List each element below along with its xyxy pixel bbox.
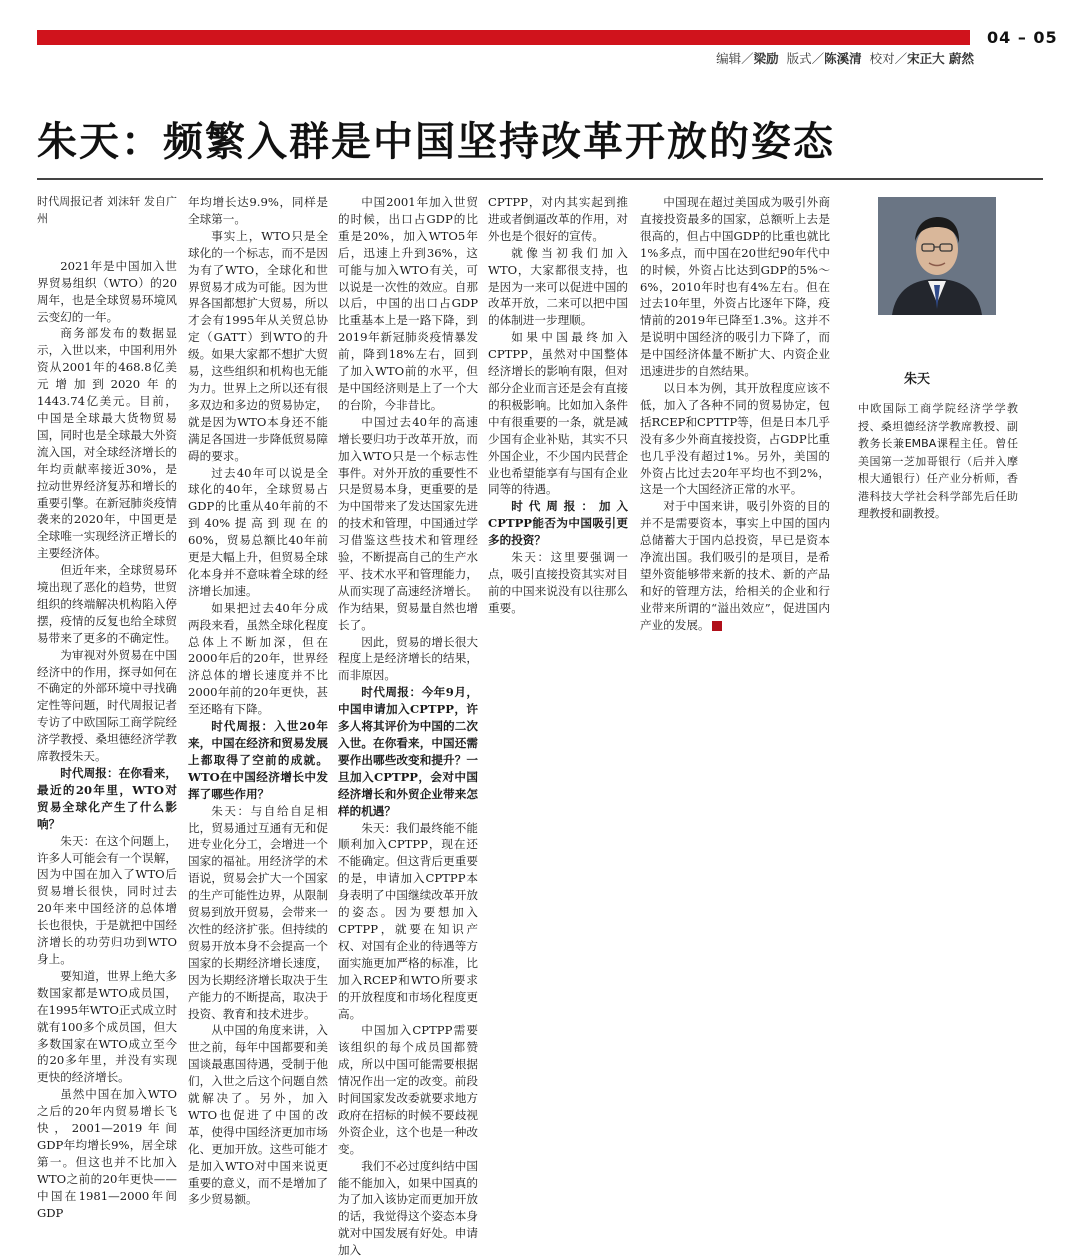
paragraph: 朱天：这里要强调一点，吸引直接投资其实对目前的中国来说没有以往那么重要。 (488, 550, 628, 615)
paragraph (640, 498, 830, 633)
editor-name: 梁励 (753, 51, 779, 66)
article-column-5 (640, 194, 830, 934)
paragraph: 事实上，WTO只是全球化的一个标志，而不是因为有了WTO，全球化和世界贸易才成为可能。因为世界各国都想扩大贸易，所以才会有1995年从关贸总协定（GATT）到WTO的升级。如果大家都不想扩大贸易，这些组织和机构也无能为力。世界上之所以还有很多双边和多边的贸易协定，就是因为WTO本身还不能满足各国进一步降低贸易障碍的要求。 (188, 228, 328, 463)
paragraph: 因此，贸易的增长很大程度上是经济增长的结果，而非原因。 (338, 634, 478, 683)
paragraph: 要知道，世界上绝大多数国家都是WTO成员国，在1995年WTO正式成立时就有100多个成员国，但大多数国家在WTO成立至今的20多年里，并没有实现更快的经济增长。 (37, 968, 177, 1085)
byline: 时代周报记者 刘沫轩 发自广州 (37, 195, 177, 225)
profile-bio: 中欧国际工商学院经济学学教授、桑坦德经济学教席教授、副教务长兼EMBA课程主任。曾任美国第一芝加哥银行（后并入摩根大通银行）任产业分析师，香港科技大学社会科学部先后任助理教授和副教授。 (858, 402, 1018, 520)
paragraph: 朱天：与自给自足相比，贸易通过互通有无和促进专业化分工，会增进一个国家的福祉。用经济学的术语说，贸易会扩大一个国家的生产可能性边界，从限制贸易到放开贸易，会带来一次性的经济扩张。但持续的贸易开放本身不会提高一个国家的长期经济增长速度，因为长期经济增长取决于生产能力的不断提高，取决于投资、教育和技术进步。 (188, 803, 328, 1021)
article-column-3 (338, 194, 478, 1258)
profile-name: 朱天 (904, 372, 931, 387)
proof-name: 宋正大 蔚然 (907, 51, 974, 66)
paragraph: 中国过去40年的高速增长要归功于改革开放，而加入WTO只是一个标志性事件。对外开放的重要性不只是贸易本身，更重要的是为中国带来了发达国家先进的技术和管理，中国通过学习借鉴这些技术和管理经验，不断提高自己的生产水平、技术水平和管理能力，从而实现了高速经济增长。作为结果，贸易量自然也增长了。 (338, 414, 478, 632)
paragraph: CPTPP，对内其实起到推进或者倒逼改革的作用，对外也是个很好的宣传。 (488, 195, 628, 243)
interview-question: 时代周报：在你看来，最近的20年里，WTO对贸易全球化产生了什么影响？ (37, 766, 177, 831)
paragraph: 以日本为例，其开放程度应该不低，加入了各种不同的贸易协定，包括RCEP和CPTTP等，但是日本几乎没有多少外商直接投资，占GDP比重也几乎没有超过1%。另外，美国的外资占比过去20年平均也不到2%，这是一个大国经济正常的水平。 (640, 380, 830, 497)
headline-rule (37, 178, 1043, 180)
paragraph: 虽然中国在加入WTO之后的20年内贸易增长飞快，2001—2019年间GDP年均增长9%，居全球第一。但这也并不比加入WTO之前的20年更快——中国在1981—2000年间GDP (37, 1087, 177, 1220)
paragraph: 就像当初我们加入WTO，大家都很支持，也是因为一来可以促进中国的改革开放，二来可以把中国的体制进一步理顺。 (488, 245, 628, 328)
paragraph: 我们不必过度纠结中国能不能加入，如果中国真的为了加入该协定而更加开放的话，我觉得这个姿态本身就对中国发展有好处。申请加入 (338, 1158, 478, 1258)
paragraph: 朱天：在这个问题上，许多人可能会有一个误解，因为中国在加入了WTO后贸易增长很快，同时过去20年来中国经济的总体增长也很快，于是就把中国经济增长的功劳归功到WTO身上。 (37, 833, 177, 966)
paragraph: 2021年是中国加入世界贸易组织（WTO）的20周年，也是全球贸易环境风云变幻的一年。 (37, 258, 177, 324)
paragraph: 如果中国最终加入CPTPP，虽然对中国整体经济增长的影响有限，但对部分企业而言还是会有直接的积极影响。比如加入条件中有很重要的一条，就是减少国有企业补贴，其实不只外国企业，不少国内民营企业也希望能享有与国有企业同等的待遇。 (488, 330, 628, 497)
top-red-bar (37, 30, 970, 45)
paragraph: 中国加入CPTPP需要该组织的每个成员国都赞成，所以中国可能需要根据情况作出一定的改变。前段时间国家发改委就要求地方政府在招标的时候不要歧视外资企业，这个也是一种改变。 (338, 1023, 478, 1156)
paragraph: 商务部发布的数据显示，入世以来，中国利用外资从2001年的468.8亿美元增加到2020年的1443.74亿美元。目前，中国是全球最大货物贸易国，同时也是全球最大外资流入国，对全球经济增长的年均贡献率接近30%，是拉动世界经济复苏和增长的重要引擎。在新冠肺炎疫情袭来的2020年，中国更是全球唯一实现经济正增长的主要经济体。 (37, 326, 177, 561)
article-column-4 (488, 194, 628, 934)
layout-label: 版式／ (786, 51, 825, 66)
article-headline: 朱天：频繁入群是中国坚持改革开放的姿态 (37, 118, 835, 165)
paragraph: 过去40年可以说是全球化的40年，全球贸易占GDP的比重从40年前的不到40%提高到现在的60%，贸易总额比40年前更是大幅上升，但贸易全球化本身并不意味着全球的经济增长加速。 (188, 465, 328, 598)
paragraph: 但近年来，全球贸易环境出现了恶化的趋势，世贸组织的终端解决机构陷入停摆，疫情的反复也给全球贸易带来了更多的不确定性。 (37, 563, 177, 645)
portrait-photo (878, 197, 996, 315)
proof-label: 校对／ (869, 51, 908, 66)
article-end-mark (712, 621, 722, 631)
interview-question: 时代周报：今年9月，中国申请加入CPTPP，许多人将其评价为中国的二次入世。在你看来，中国还需要作出哪些改变和提升？一旦加入CPTPP，会对中国经济增长和外贸企业带来怎样的机遇？ (338, 685, 478, 818)
paragraph: 中国2001年加入世贸的时候，出口占GDP的比重是20%，加入WTO5年后，迅速上升到36%，这可能与加入WTO有关，可以说是一次性的效应。自那以后，中国的出口占GDP比重基本上是一路下降，到2019年新冠肺炎疫情暴发前，降到18%左右，回到了加入WTO前的水平，但是中国经济则是上了一个大的台阶，今非昔比。 (338, 195, 478, 412)
paragraph-text: 对于中国来讲，吸引外资的目的并不是需要资本，事实上中国的国内总储蓄大于国内总投资，早已是资本净流出国。我们吸引的是项目，是希望外资能够带来新的技术、新的产品和好的管理方法，给相关的企业和行业带来所谓的“溢出效应”，促进国内产业的发展。 (640, 499, 830, 632)
paragraph: 从中国的角度来讲，入世之前，每年中国都要和美国谈最惠国待遇，受制于他们，入世之后这个问题自然就解决了。另外，加入WTO也促进了中国的改革，使得中国经济更加市场化、更加开放。这些可能才是加入WTO对中国来说更重要的意义，而不是增加了多少贸易额。 (188, 1023, 328, 1207)
paragraph: 如果把过去40年分成两段来看，虽然全球化程度总体上不断加深，但在2000年后的20年，世界经济总体的增长速度并不比2000年前的20年更快，甚至还略有下降。 (188, 600, 328, 717)
paragraph: 朱天：我们最终能不能顺利加入CPTPP，现在还不能确定。但这背后更重要的是，申请加入CPTPP本身表明了中国继续改革开放的姿态。因为要想加入CPTPP，就要在知识产权、对国有企业的待遇等方面实施更加严格的标准，比加入RCEP和WTO所要求的开放程度和市场化程度更高。 (338, 820, 478, 1021)
portrait-illustration (878, 197, 996, 315)
paragraph: 年均增长达9.9%，同样是全球第一。 (188, 195, 328, 226)
interview-question: 时代周报：加入CPTPP能否为中国吸引更多的投资？ (488, 499, 628, 548)
layout-name: 陈溪清 (824, 51, 862, 66)
credits-line (716, 49, 974, 67)
paragraph: 为审视对外贸易在中国经济中的作用，探寻如何在不确定的外部环境中寻找确定性等问题，时代周报记者专访了中欧国际工商学院经济学教授、桑坦德经济学教席教授朱天。 (37, 647, 177, 764)
interview-question: 时代周报：入世20年来，中国在经济和贸易发展上都取得了空前的成就。WTO在中国经济增长中发挥了哪些作用？ (188, 719, 328, 801)
page-number: 04 – 05 (987, 28, 1058, 47)
editor-label: 编辑／ (716, 51, 754, 66)
article-column-2 (188, 194, 328, 1207)
article-column-1 (37, 194, 177, 1220)
paragraph: 中国现在超过美国成为吸引外商直接投资最多的国家，总额听上去是很高的，但占中国GDP的比重也就比1%多点，而中国在20世纪90年代中的时候，外资占比达到GDP的5%～6%，2010年时也有4%左右。但在过去10年里，外资占比逐年下降，疫情前的2019年已降至1.3%。这并不是说明中国经济的吸引力下降了，而是中国经济体量不断扩大、内资企业迅速进步的自然结果。 (640, 195, 830, 379)
